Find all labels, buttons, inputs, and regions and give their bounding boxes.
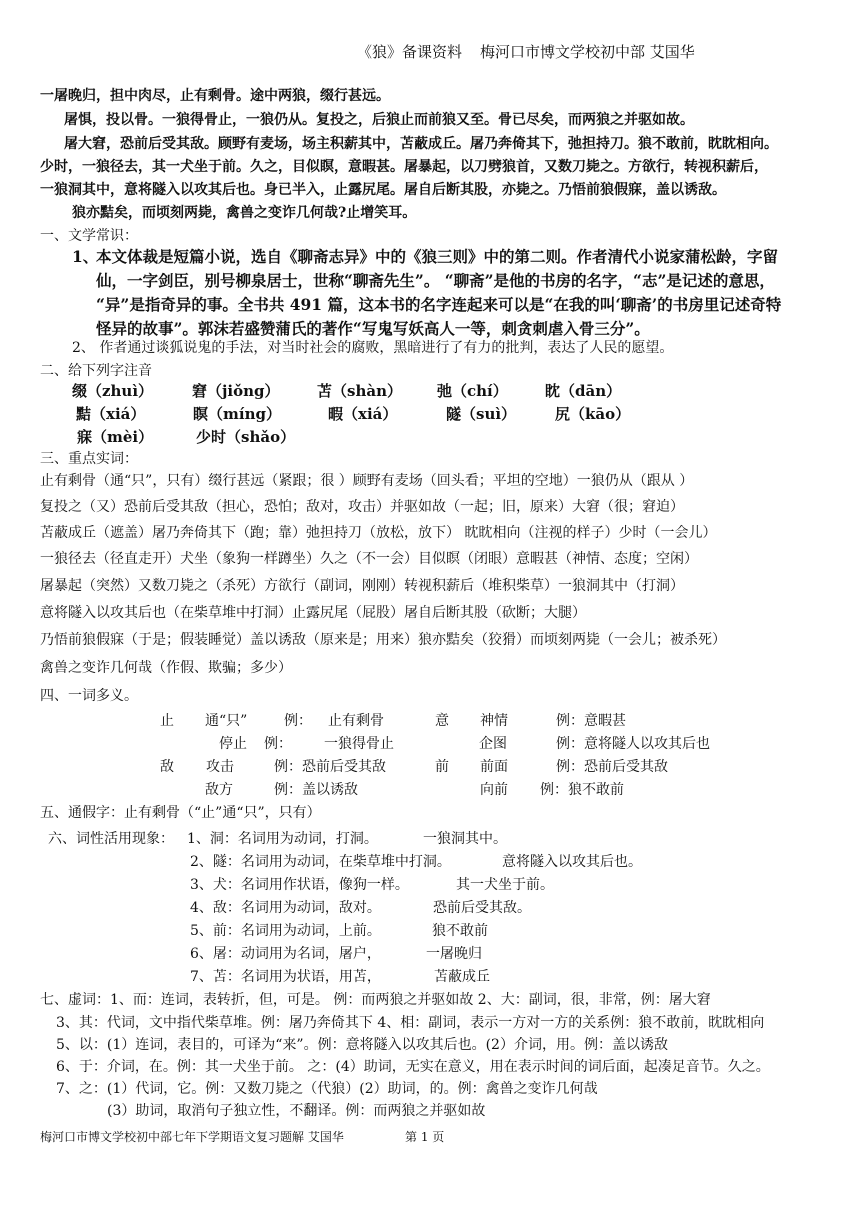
- s1-item2: 2、 作者通过谈狐说鬼的手法，对当时社会的腐败，黑暗进行了有力的批判，表达了人民的愿望。: [72, 340, 674, 356]
- section-4-heading: 四、一词多义。: [40, 688, 138, 704]
- polysemy-meaning: 前面: [480, 759, 508, 775]
- vocab-line: 屠暴起（突然）又数刀毙之（杀死）方欲行（副词，刚刚）转视积薪后（堆积柴草）一狼洞其中（打洞）: [40, 578, 684, 594]
- conversion-example: 苫蔽成丘: [434, 969, 490, 985]
- footer-text: 梅河口市博文学校初中部七年下学期语文复习题解 艾国华: [40, 1130, 344, 1144]
- polysemy-example: 止有剩骨: [328, 713, 384, 729]
- pinyin-item: 寐（mèi）: [77, 428, 154, 446]
- conversion-example: 狼不敢前: [432, 923, 488, 939]
- polysemy-example: 例：狼不敢前: [540, 782, 624, 798]
- conversion-definition: 5、前：名词用为动词，上前。: [190, 923, 381, 939]
- polysemy-example: 例：恐前后受其敌: [274, 759, 386, 775]
- function-word-line: 6、于：介词，在。例：其一犬坐于前。 之：(4）助词，无实在意义，用在表示时间的词后面，起凑足音节。久之。: [56, 1059, 770, 1075]
- vocab-line: 意将隧入以攻其后也（在柴草堆中打洞）止露尻尾（屁股）屠自后断其股（砍断；大腿）: [40, 605, 586, 621]
- conversion-example: 其一犬坐于前。: [456, 877, 554, 893]
- text-paragraph-2: 屠惧，投以骨。一狼得骨止，一狼仍从。复投之，后狼止而前狼又至。骨已尽矣，而两狼之并驱如故。: [64, 112, 694, 128]
- document-author: 梅河口市博文学校初中部 艾国华: [480, 43, 695, 61]
- polysemy-meaning: 通“只”: [205, 713, 248, 729]
- pinyin-item: 少时（shǎo）: [196, 428, 296, 446]
- polysemy-meaning: 向前: [480, 782, 508, 798]
- function-word-line: (3）助词，取消句子独立性，不翻译。例：而两狼之并驱如故: [107, 1103, 486, 1119]
- polysemy-example: 例：意暇甚: [556, 713, 626, 729]
- pinyin-item: 弛（chí）: [437, 382, 508, 400]
- pinyin-item: 缀（zhuì）: [72, 382, 154, 400]
- section-6-heading: 六、词性活用现象：: [48, 831, 174, 847]
- polysemy-meaning: 神情: [480, 713, 508, 729]
- pinyin-item: 眈（dān）: [545, 382, 622, 400]
- polysemy-example-label: 例：: [284, 713, 312, 729]
- conversion-definition: 4、敌：名词用为动词，敌对。: [190, 900, 381, 916]
- conversion-definition: 7、苫：名词用为状语，用苫，: [190, 969, 381, 985]
- text-paragraph-3b: 少时，一狼径去，其一犬坐于前。久之，目似瞑，意暇甚。屠暴起，以刀劈狼首，又数刀毙之。方欲行，转视积薪后，: [40, 159, 768, 175]
- pinyin-item: 窘（jiǒng）: [192, 382, 280, 400]
- pinyin-item: 黠（xiá）: [76, 405, 146, 423]
- function-word-line: 7、之：(1）代词，它。例：又数刀毙之（代狼）(2）助词，的。例：禽兽之变诈几何哉: [56, 1081, 598, 1097]
- polysemy-example: 例：恐前后受其敌: [556, 759, 668, 775]
- polysemy-example: 一狼得骨止: [324, 736, 394, 752]
- s1-item1-line4: 怪异的故事”。郭沫若盛赞蒲氏的著作“写鬼写妖高人一等，刺贪刺虐入骨三分”。: [96, 319, 650, 338]
- function-word-line: 七、虚词：1、而：连词，表转折，但，可是。 例：而两狼之并驱如故 2、大：副词，很，非常，例：屠大窘: [40, 992, 711, 1008]
- text-paragraph-3c: 一狼洞其中，意将隧入以攻其后也。身已半入，止露尻尾。屠自后断其股，亦毙之。乃悟前狼假寐，盖以诱敌。: [40, 182, 726, 198]
- text-paragraph-4: 狼亦黠矣，而顷刻两毙，禽兽之变诈几何哉?止增笑耳。: [72, 205, 417, 221]
- vocab-line: 苫蔽成丘（遮盖）屠乃奔倚其下（跑；靠）弛担持刀（放松，放下） 眈眈相向（注视的样子）少时（一会儿）: [40, 525, 717, 541]
- s1-item1-line3: “异”是指奇异的事。全书共 491 篇，这本书的名字连起来可以是“在我的叫‘聊斋’的书房里记述奇特: [96, 295, 782, 314]
- s1-item1-line2: 仙，一字剑臣，别号柳泉居士，世称“聊斋先生”。 “聊斋”是他的书房的名字，“志”是记述的意思，: [96, 271, 775, 290]
- polysemy-word-zhi: 止: [160, 713, 174, 729]
- function-word-line: 3、其：代词，文中指代柴草堆。例：屠乃奔倚其下 4、相：副词，表示一方对一方的关系例：狼不敢前，眈眈相向: [56, 1015, 765, 1031]
- section-1-heading: 一、文学常识：: [40, 228, 138, 244]
- polysemy-meaning: 企图: [479, 736, 507, 752]
- conversion-example: 意将隧入以攻其后也。: [502, 854, 642, 870]
- conversion-definition: 1、洞：名词用为动词，打洞。: [187, 831, 378, 847]
- document-title: 《狼》备课资料: [357, 43, 463, 61]
- vocab-line: 一狼径去（径直走开）犬坐（象狗一样蹲坐）久之（不一会）目似瞑（闭眼）意暇甚（神情、态度；空闲）: [40, 551, 698, 567]
- function-word-line: 5、以：(1）连词，表目的，可译为“来”。例：意将隧入以攻其后也。(2）介词，用。例：盖以诱敌: [56, 1037, 668, 1053]
- section-3-heading: 三、重点实词：: [40, 451, 138, 467]
- pinyin-item: 暇（xiá）: [328, 405, 398, 423]
- vocab-line: 止有剩骨（通“只”，只有）缀行甚远（紧跟；很 ）顾野有麦场（回头看；平坦的空地）一狼仍从（跟从 ）: [40, 473, 694, 489]
- s1-item1-number: 1、: [72, 247, 99, 266]
- polysemy-word-di: 敌: [160, 759, 174, 775]
- s1-item1-line1: 本文体裁是短篇小说，选自《聊斋志异》中的《狼三则》中的第二则。作者清代小说家蒲松龄，字留: [96, 247, 779, 266]
- polysemy-word-yi: 意: [435, 713, 449, 729]
- vocab-line: 复投之（又）恐前后受其敌（担心，恐怕；敌对，攻击）并驱如故（一起；旧，原来）大窘（很；窘迫）: [40, 499, 684, 515]
- vocab-line: 禽兽之变诈几何哉（作假、欺骗；多少）: [40, 660, 292, 676]
- pinyin-item: 苫（shàn）: [317, 382, 402, 400]
- conversion-example: 一屠晚归: [426, 946, 482, 962]
- polysemy-example: 例：意将隧人以攻其后也: [556, 736, 710, 752]
- polysemy-meaning: 敌方: [205, 782, 233, 798]
- section-2-heading: 二、给下列字注音: [40, 363, 152, 379]
- polysemy-meaning: 停止: [219, 736, 247, 752]
- pinyin-item: 隧（suì）: [446, 405, 517, 423]
- conversion-example: 恐前后受其敌。: [433, 900, 531, 916]
- section-5-line: 五、通假字：止有剩骨（“止”通“只”，只有）: [40, 805, 321, 821]
- text-paragraph-1: 一屠晚归，担中肉尽，止有剩骨。途中两狼，缀行甚远。: [40, 88, 390, 104]
- text-paragraph-3a: 屠大窘，恐前后受其敌。顾野有麦场，场主积薪其中，苫蔽成丘。屠乃奔倚其下，弛担持刀。狼不敢前，眈眈相向。: [64, 136, 778, 152]
- polysemy-word-qian: 前: [435, 759, 449, 775]
- polysemy-example: 例：盖以诱敌: [274, 782, 358, 798]
- conversion-example: 一狼洞其中。: [423, 831, 507, 847]
- page-number: 第 1 页: [405, 1130, 445, 1144]
- vocab-line: 乃悟前狼假寐（于是；假装睡觉）盖以诱敌（原来是；用来）狼亦黠矣（狡猾）而顷刻两毙（一会儿；被杀死）: [40, 632, 726, 648]
- conversion-definition: 2、隧：名词用为动词，在柴草堆中打洞。: [190, 854, 451, 870]
- pinyin-item: 尻（kāo）: [555, 405, 631, 423]
- polysemy-example-label: 例：: [264, 736, 292, 752]
- conversion-definition: 3、犬：名词用作状语，像狗一样。: [190, 877, 409, 893]
- polysemy-meaning: 攻击: [206, 759, 234, 775]
- conversion-definition: 6、屠：动词用为名词，屠户，: [190, 946, 381, 962]
- pinyin-item: 瞑（míng）: [193, 405, 281, 423]
